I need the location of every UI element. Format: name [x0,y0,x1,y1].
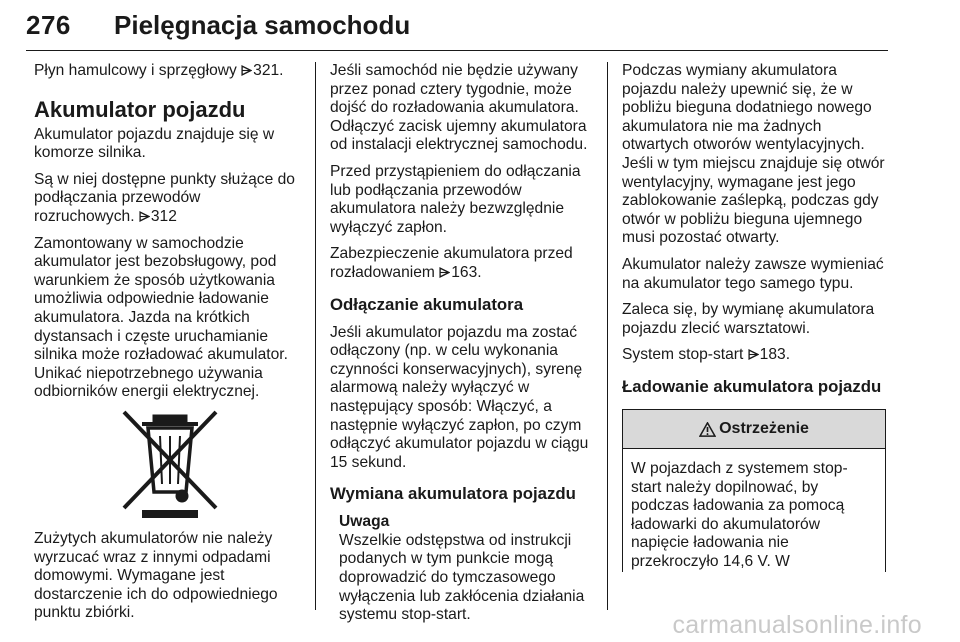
paragraph-text: Płyn hamulcowy i sprzęgłowy [34,62,237,79]
paragraph [34,171,304,227]
column-divider [315,62,316,610]
page-reference-number: 321. [253,62,284,79]
paragraph-text: Zabezpieczenie akumulatora przed rozładowaniem [330,245,573,281]
paragraph [330,245,594,282]
paragraph: Jeśli akumulator pojazdu ma zostać odłączony (np. w celu wykonania czynności konserwacyjnych), syrenę alarmową należy wyłączyć w następujący sposób: Włączyć, a następnie wyłączyć zapłon, po czym odłączyć akumulator pojazdu w ciągu 15 sekund. [330,323,589,471]
page-number: 276 [26,10,71,40]
paragraph-text: Są w niej dostępne punkty służące do podłączania przewodów rozruchowych. [34,170,295,225]
paragraph: Jeśli samochód nie będzie używany przez ponad cztery tygodnie, może dojść do rozładowania akumulatora. Odłączyć zacisk ujemny akumulatora od instalacji elektrycznej samochodu. [330,62,588,154]
chapter-title: Pielęgnacja samochodu [114,10,411,40]
note-block [330,513,594,625]
page-reference-icon [439,267,450,278]
page-reference-icon [748,349,759,360]
note-text: Wszelkie odstępstwa od instrukcji podanych w tym punkcie mogą doprowadzić do tymczasowego wyłączenia lub zakłócenia działania systemu stop-start. [339,531,585,624]
paragraph [34,62,304,81]
subsection-heading: Odłączanie akumulatora [330,294,524,314]
paragraph: Zużytych akumulatorów nie należy wyrzucać wraz z innymi odpadami domowymi. Wymagane jest dostarczenie ich do odpowiedniego punktu zbiórki. [34,529,278,622]
crossed-out-bin-icon [110,410,230,520]
warning-header [623,410,885,449]
subsection-heading: Wymiana akumulatora pojazdu [330,484,576,504]
page-reference-icon [139,211,150,222]
page-reference[interactable] [241,62,283,79]
page-reference-icon [241,65,252,76]
page-header [26,6,888,51]
page-reference[interactable] [439,264,481,281]
column-middle [330,62,594,633]
paragraph: Zaleca się, by wymianę akumulatora pojazdu zlecić warsztatowi. [622,301,875,337]
page-reference-number: 312 [150,207,177,225]
column-divider [607,62,608,610]
note-title: Uwaga [339,513,390,531]
page-reference-number: 163. [451,263,482,281]
section-heading: Akumulator pojazdu [34,96,246,122]
paragraph-text: System stop-start [622,346,744,364]
paragraph: Podczas wymiany akumulatora pojazdu należy upewnić się, że w pobliżu bieguna dodatniego nowego akumulatora nie ma żadnych otwartych otworów wentylacyjnych. Jeśli w tym miejscu znajduje się otwór wentylacyjny, wymagane jest jego zablokowanie zaślepką, podczas gdy otwór w pobliżu bieguna ujemnego musi pozostać otwarty. [622,62,885,247]
subsection-heading: Ładowanie akumulatora pojazdu [622,376,882,396]
warning-text: W pojazdach z systemem stop-start należy dopilnować, by podczas ładowania za pomocą ładowarki do akumulatorów napięcie ładowania nie przekroczyło 14,6 V. W [631,460,848,570]
page-reference[interactable] [748,346,790,363]
page-reference-number: 183. [759,346,791,364]
paragraph: Przed przystąpieniem do odłączania lub podłączania przewodów akumulatora należy bezwzględnie wyłączyć zapłon. [330,162,581,236]
page-reference[interactable] [139,208,177,225]
paragraph: Akumulator pojazdu znajduje się w komorze silnika. [34,125,275,162]
warning-triangle-icon [699,422,716,437]
paragraph: Akumulator należy zawsze wymieniać na akumulator tego samego typu. [622,255,884,292]
column-right [622,62,886,406]
warning-box [622,409,886,572]
warning-title: Ostrzeżenie [719,420,809,437]
column-left [34,62,304,631]
watermark: carmanualsonline.info [672,611,922,639]
paragraph [622,346,886,365]
paragraph: Zamontowany w samochodzie akumulator jest bezobsługowy, pod warunkiem że sposób użytkowania umożliwia odpowiednie ładowanie akumulatora. Jazda na krótkich dystansach i częste uruchamianie silnika może rozładować akumulator. Unikać niepotrzebnego używania odbiorników energii elektrycznej. [34,234,288,401]
